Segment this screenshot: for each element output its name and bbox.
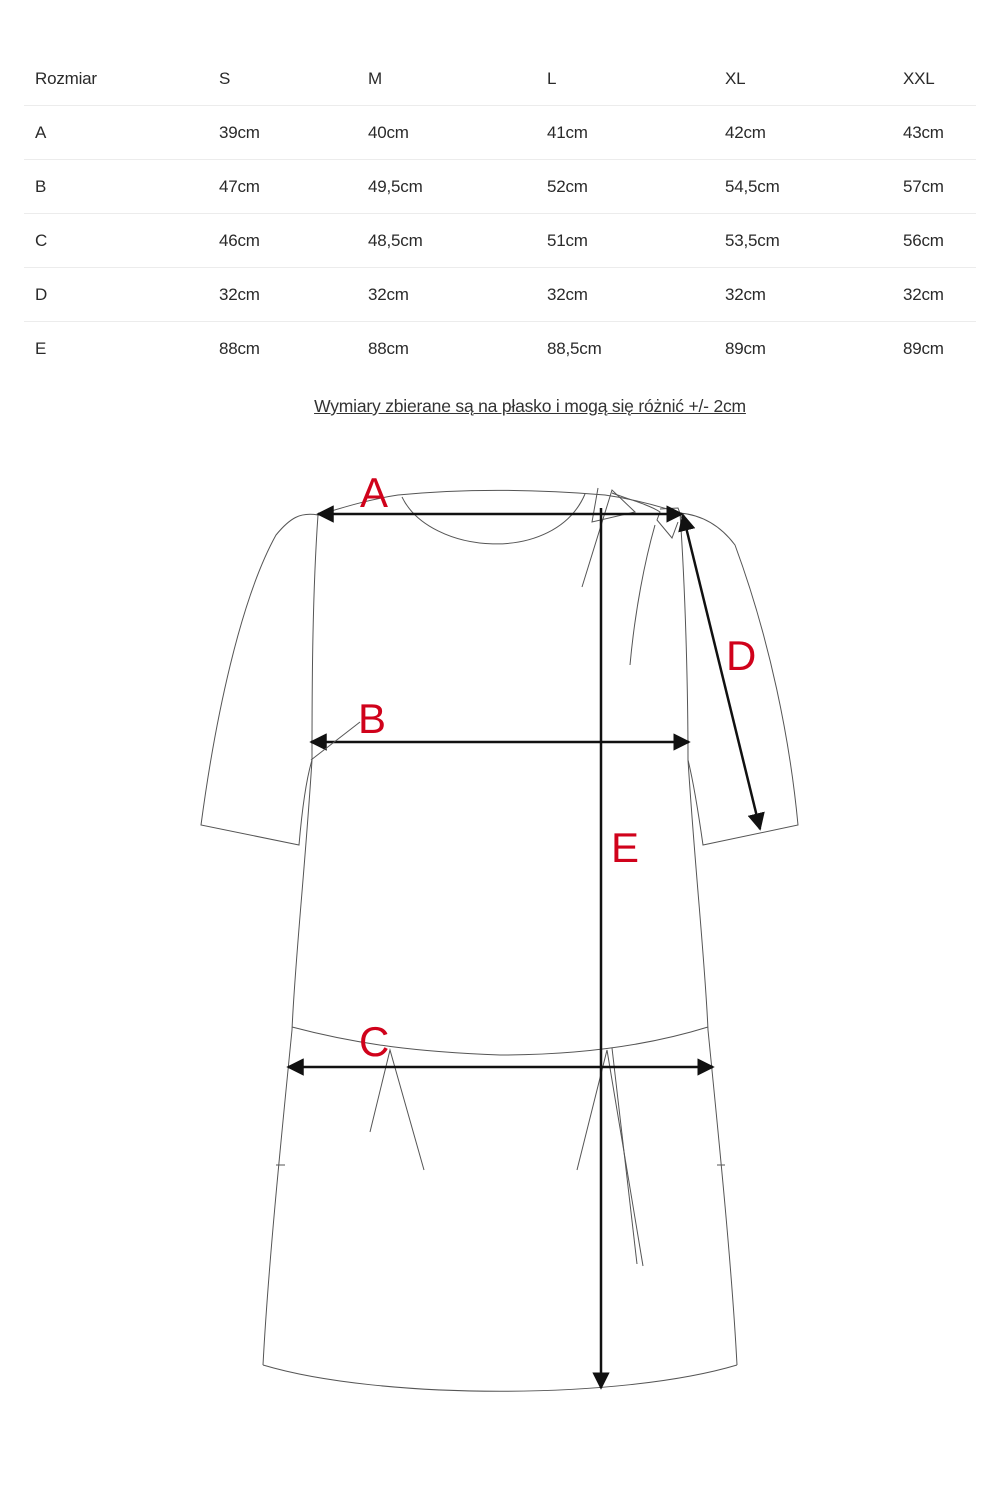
cell: 43cm: [892, 106, 976, 160]
label-c: C: [359, 1018, 390, 1065]
cell: 89cm: [725, 338, 766, 358]
header-xl: XL: [714, 52, 892, 106]
cell: 32cm: [714, 268, 892, 322]
cell: 32cm: [892, 268, 976, 322]
cell: 49,5cm: [357, 160, 536, 214]
cell: 89cm: [903, 338, 944, 358]
label-e: E: [611, 824, 640, 871]
cell: 46cm: [208, 214, 357, 268]
header-xxl: XXL: [892, 52, 976, 106]
cell: 88cm: [368, 338, 409, 358]
cell: 47cm: [208, 160, 357, 214]
row-label: E: [35, 338, 47, 358]
cell: 42cm: [714, 106, 892, 160]
header-l: L: [536, 52, 714, 106]
bow-a: [582, 488, 635, 587]
row-label: A: [24, 106, 208, 160]
cell: 52cm: [536, 160, 714, 214]
header-size: Rozmiar: [24, 52, 208, 106]
right-dart-b: [612, 1048, 637, 1264]
left-side-seam: [263, 515, 318, 1365]
cell: 32cm: [357, 268, 536, 322]
row-label: D: [24, 268, 208, 322]
left-sleeve: [201, 514, 318, 845]
shoulder-line: [630, 525, 655, 665]
measurement-arrows: [288, 508, 760, 1388]
label-b: B: [358, 695, 387, 742]
row-label: B: [24, 160, 208, 214]
header-m: M: [357, 52, 536, 106]
right-sleeve: [680, 513, 798, 845]
waist-seam: [292, 1027, 708, 1055]
cell: 54,5cm: [714, 160, 892, 214]
label-a: A: [360, 469, 389, 516]
neckline-inner: [402, 494, 585, 544]
row-label: C: [24, 214, 208, 268]
cell: 57cm: [892, 160, 976, 214]
cell: 32cm: [536, 268, 714, 322]
label-d: D: [726, 632, 757, 679]
cell: 40cm: [357, 106, 536, 160]
cell: 41cm: [536, 106, 714, 160]
cell: 32cm: [208, 268, 357, 322]
cell: 39cm: [208, 106, 357, 160]
cell: 51cm: [536, 214, 714, 268]
cell: 56cm: [892, 214, 976, 268]
hem: [263, 1365, 737, 1391]
cell: 48,5cm: [357, 214, 536, 268]
cell: 88,5cm: [547, 338, 602, 358]
cell: 53,5cm: [714, 214, 892, 268]
header-s: S: [208, 52, 357, 106]
cell: 88cm: [219, 338, 260, 358]
measurement-note: Wymiary zbierane są na płasko i mogą się różnić +/- 2cm: [314, 396, 746, 416]
